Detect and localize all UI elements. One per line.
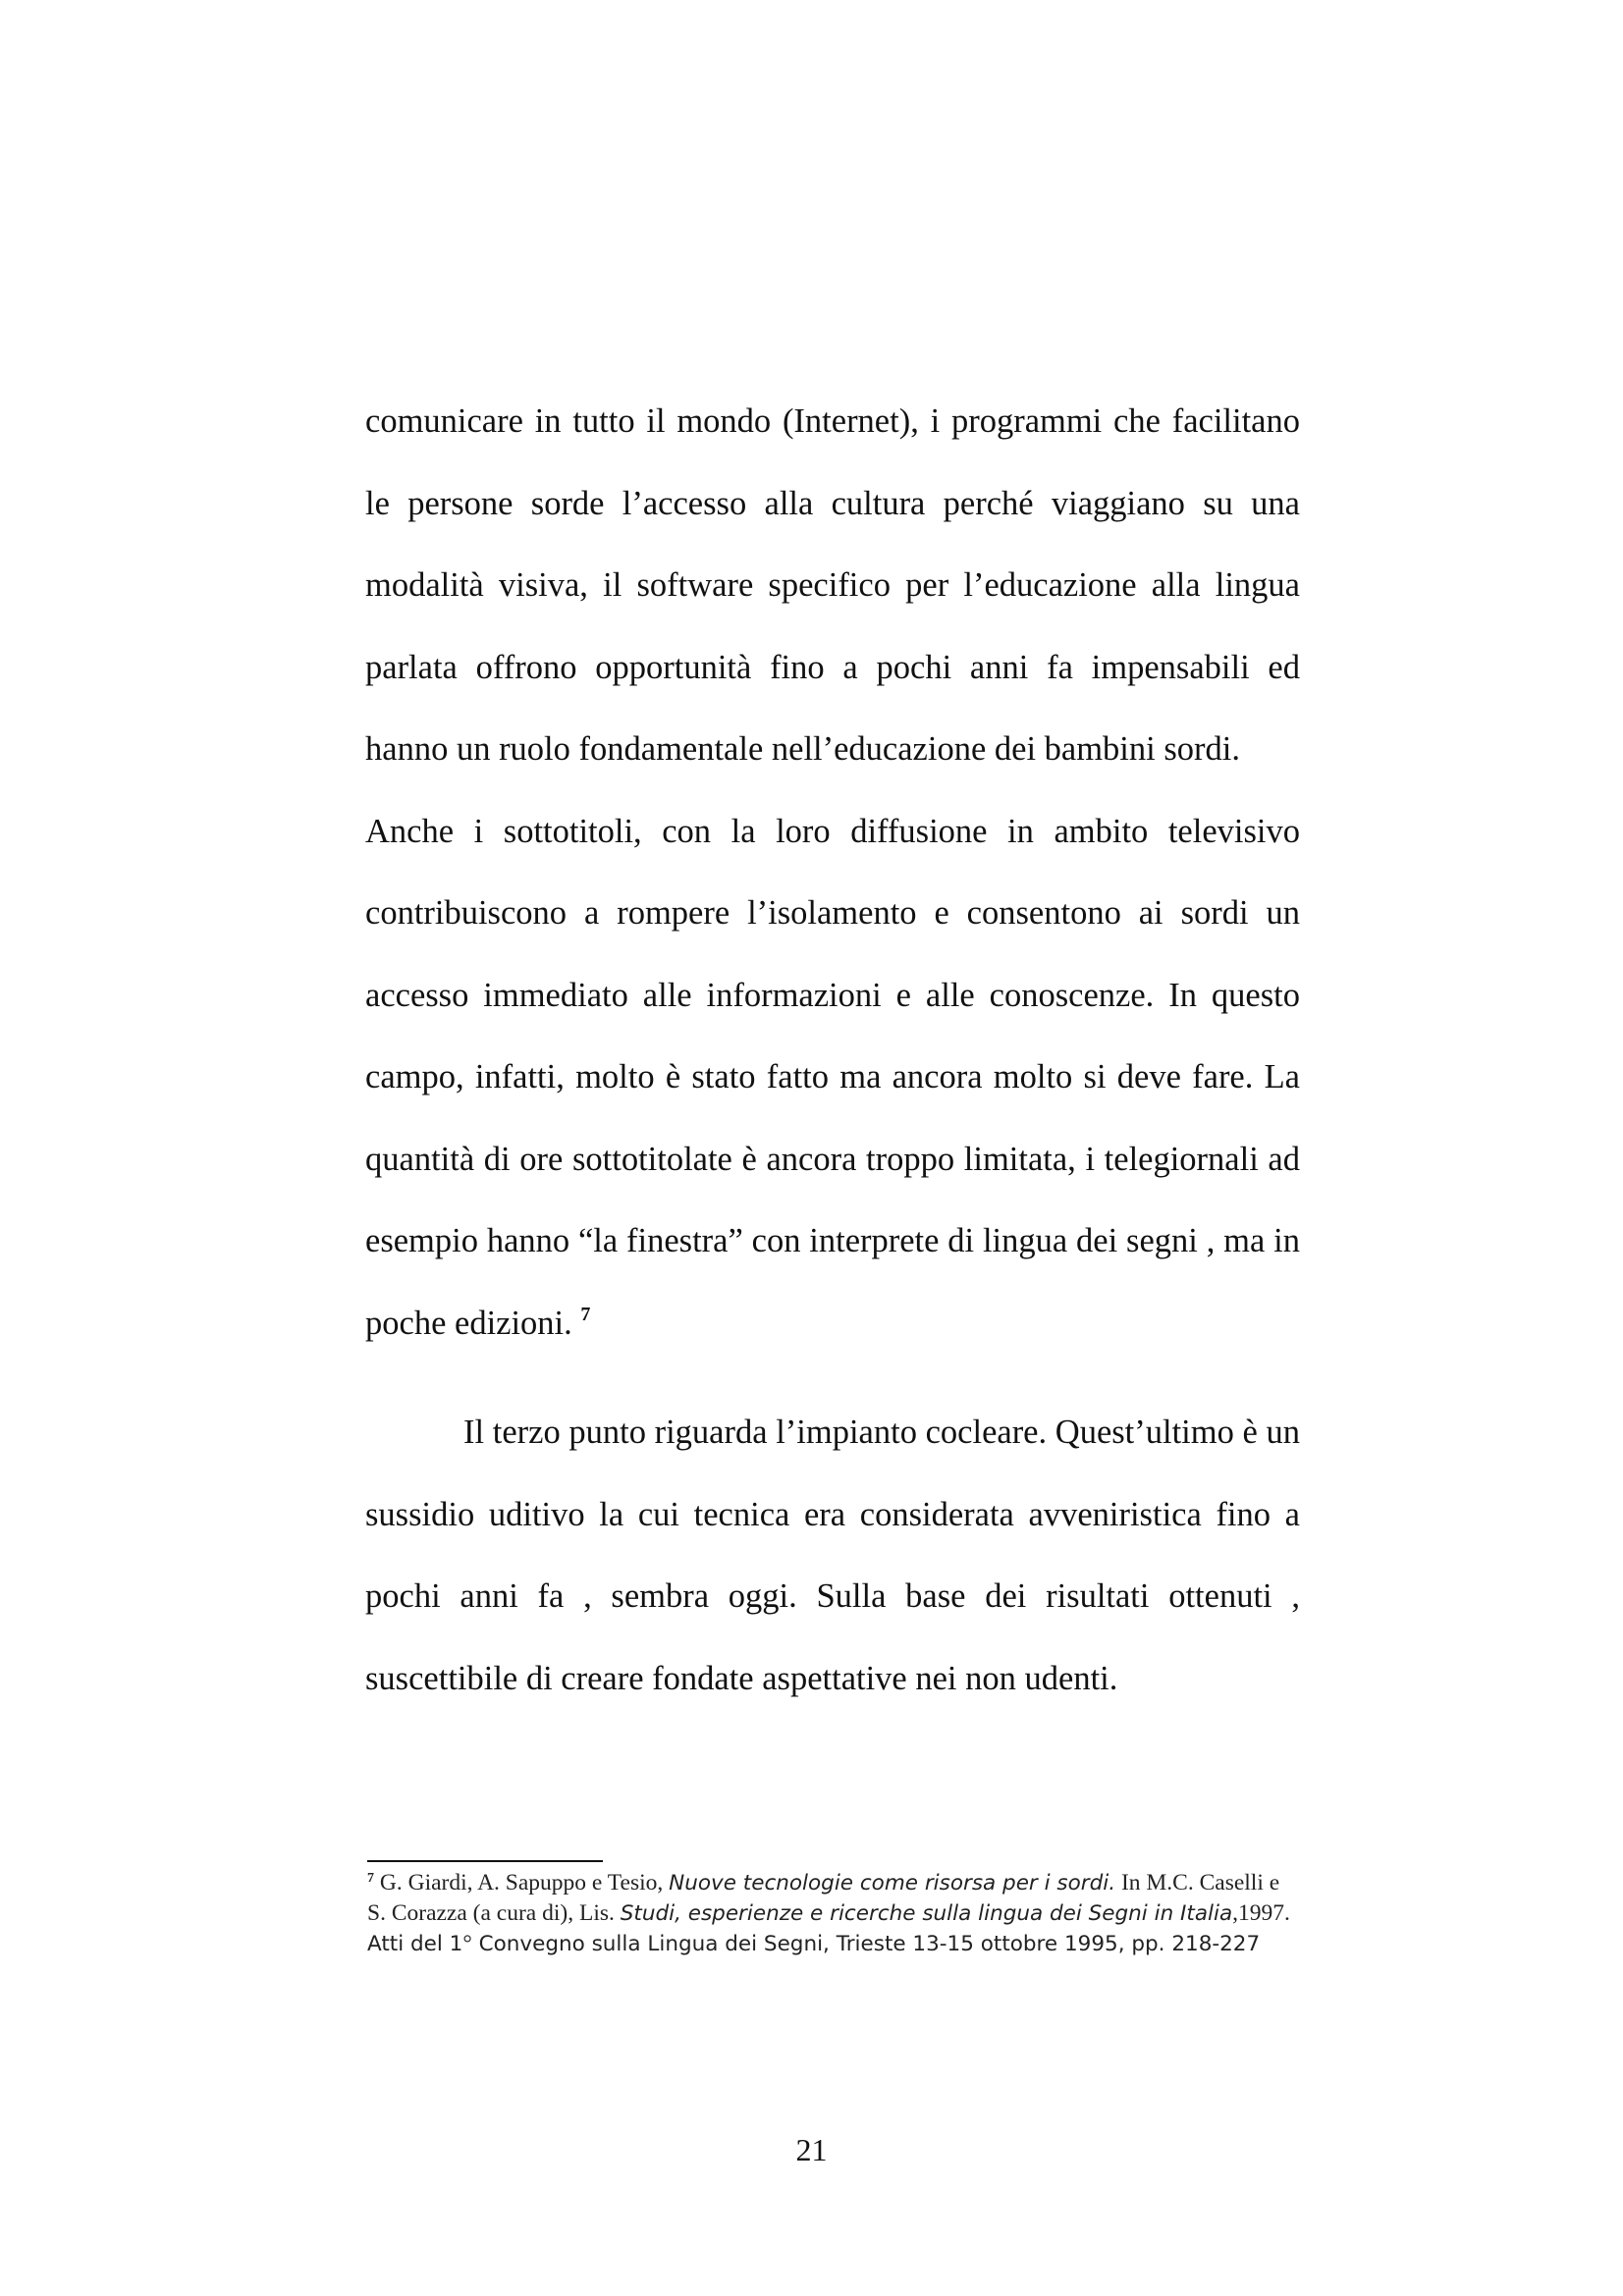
footnote [367,1868,1300,1959]
footnote-separator [367,1860,603,1862]
paragraph-3: Il terzo punto riguarda l’impianto cocleare. Quest’ultimo è un sussidio uditivo la cui tecnica era considerata avveniristica fino a pochi anni fa , sembra oggi. Sulla base dei risultati ottenuti , suscettibile di creare fondate aspettative nei non udenti. [365,1414,1300,1697]
footnote-number: 7 [367,1871,374,1886]
footnote-reference[interactable]: 7 [580,1303,591,1325]
footnote-title-2: Studi, esperienze e ricerche sulla lingua dei Segni in Italia [620,1901,1233,1926]
footnote-tail-1: Atti del 1 [367,1932,463,1956]
footnote-authors: G. Giardi, A. Sapuppo e Tesio, [374,1870,670,1896]
paragraph-2 [365,791,1300,1365]
paragraph-1: comunicare in tutto il mondo (Internet), i programmi che facilitano le persone sorde l’accesso alla cultura perché viaggiano su una modalità visiva, il software specifico per l’educazione alla lingua parlata offrono opportunità fino a pochi anni fa impensabili ed hanno un ruolo fondamentale nell’educazione dei bambini sordi. [365,402,1300,768]
footnote-title-1: Nuove tecnologie come risorsa per i sordi. [669,1871,1116,1896]
page-number: 21 [795,2132,828,2167]
paragraph-2-text: Anche i sottotitoli, con la loro diffusione in ambito televisivo contribuiscono a rompere l’isolamento e consentono ai sordi un accesso immediato alle informazioni e alle conoscenze. In questo campo, infatti, molto è stato fatto ma ancora molto si deve fare. La quantità di ore sottotitolate è ancora troppo limitata, i telegiornali ad esempio hanno “la finestra” con interprete di lingua dei segni , ma in poche edizioni. [365,812,1300,1342]
main-text [365,381,1300,1720]
footnote-year: ,1997. [1232,1900,1290,1926]
footnote-degree: ° [462,1931,472,1956]
footnote-tail-2: Convegno sulla Lingua dei Segni, Trieste 13-15 ottobre 1995, pp. 218-227 [471,1932,1261,1956]
footnote-in-text: In M.C. Caselli e S. Corazza (a cura di), Lis. [367,1870,1280,1926]
